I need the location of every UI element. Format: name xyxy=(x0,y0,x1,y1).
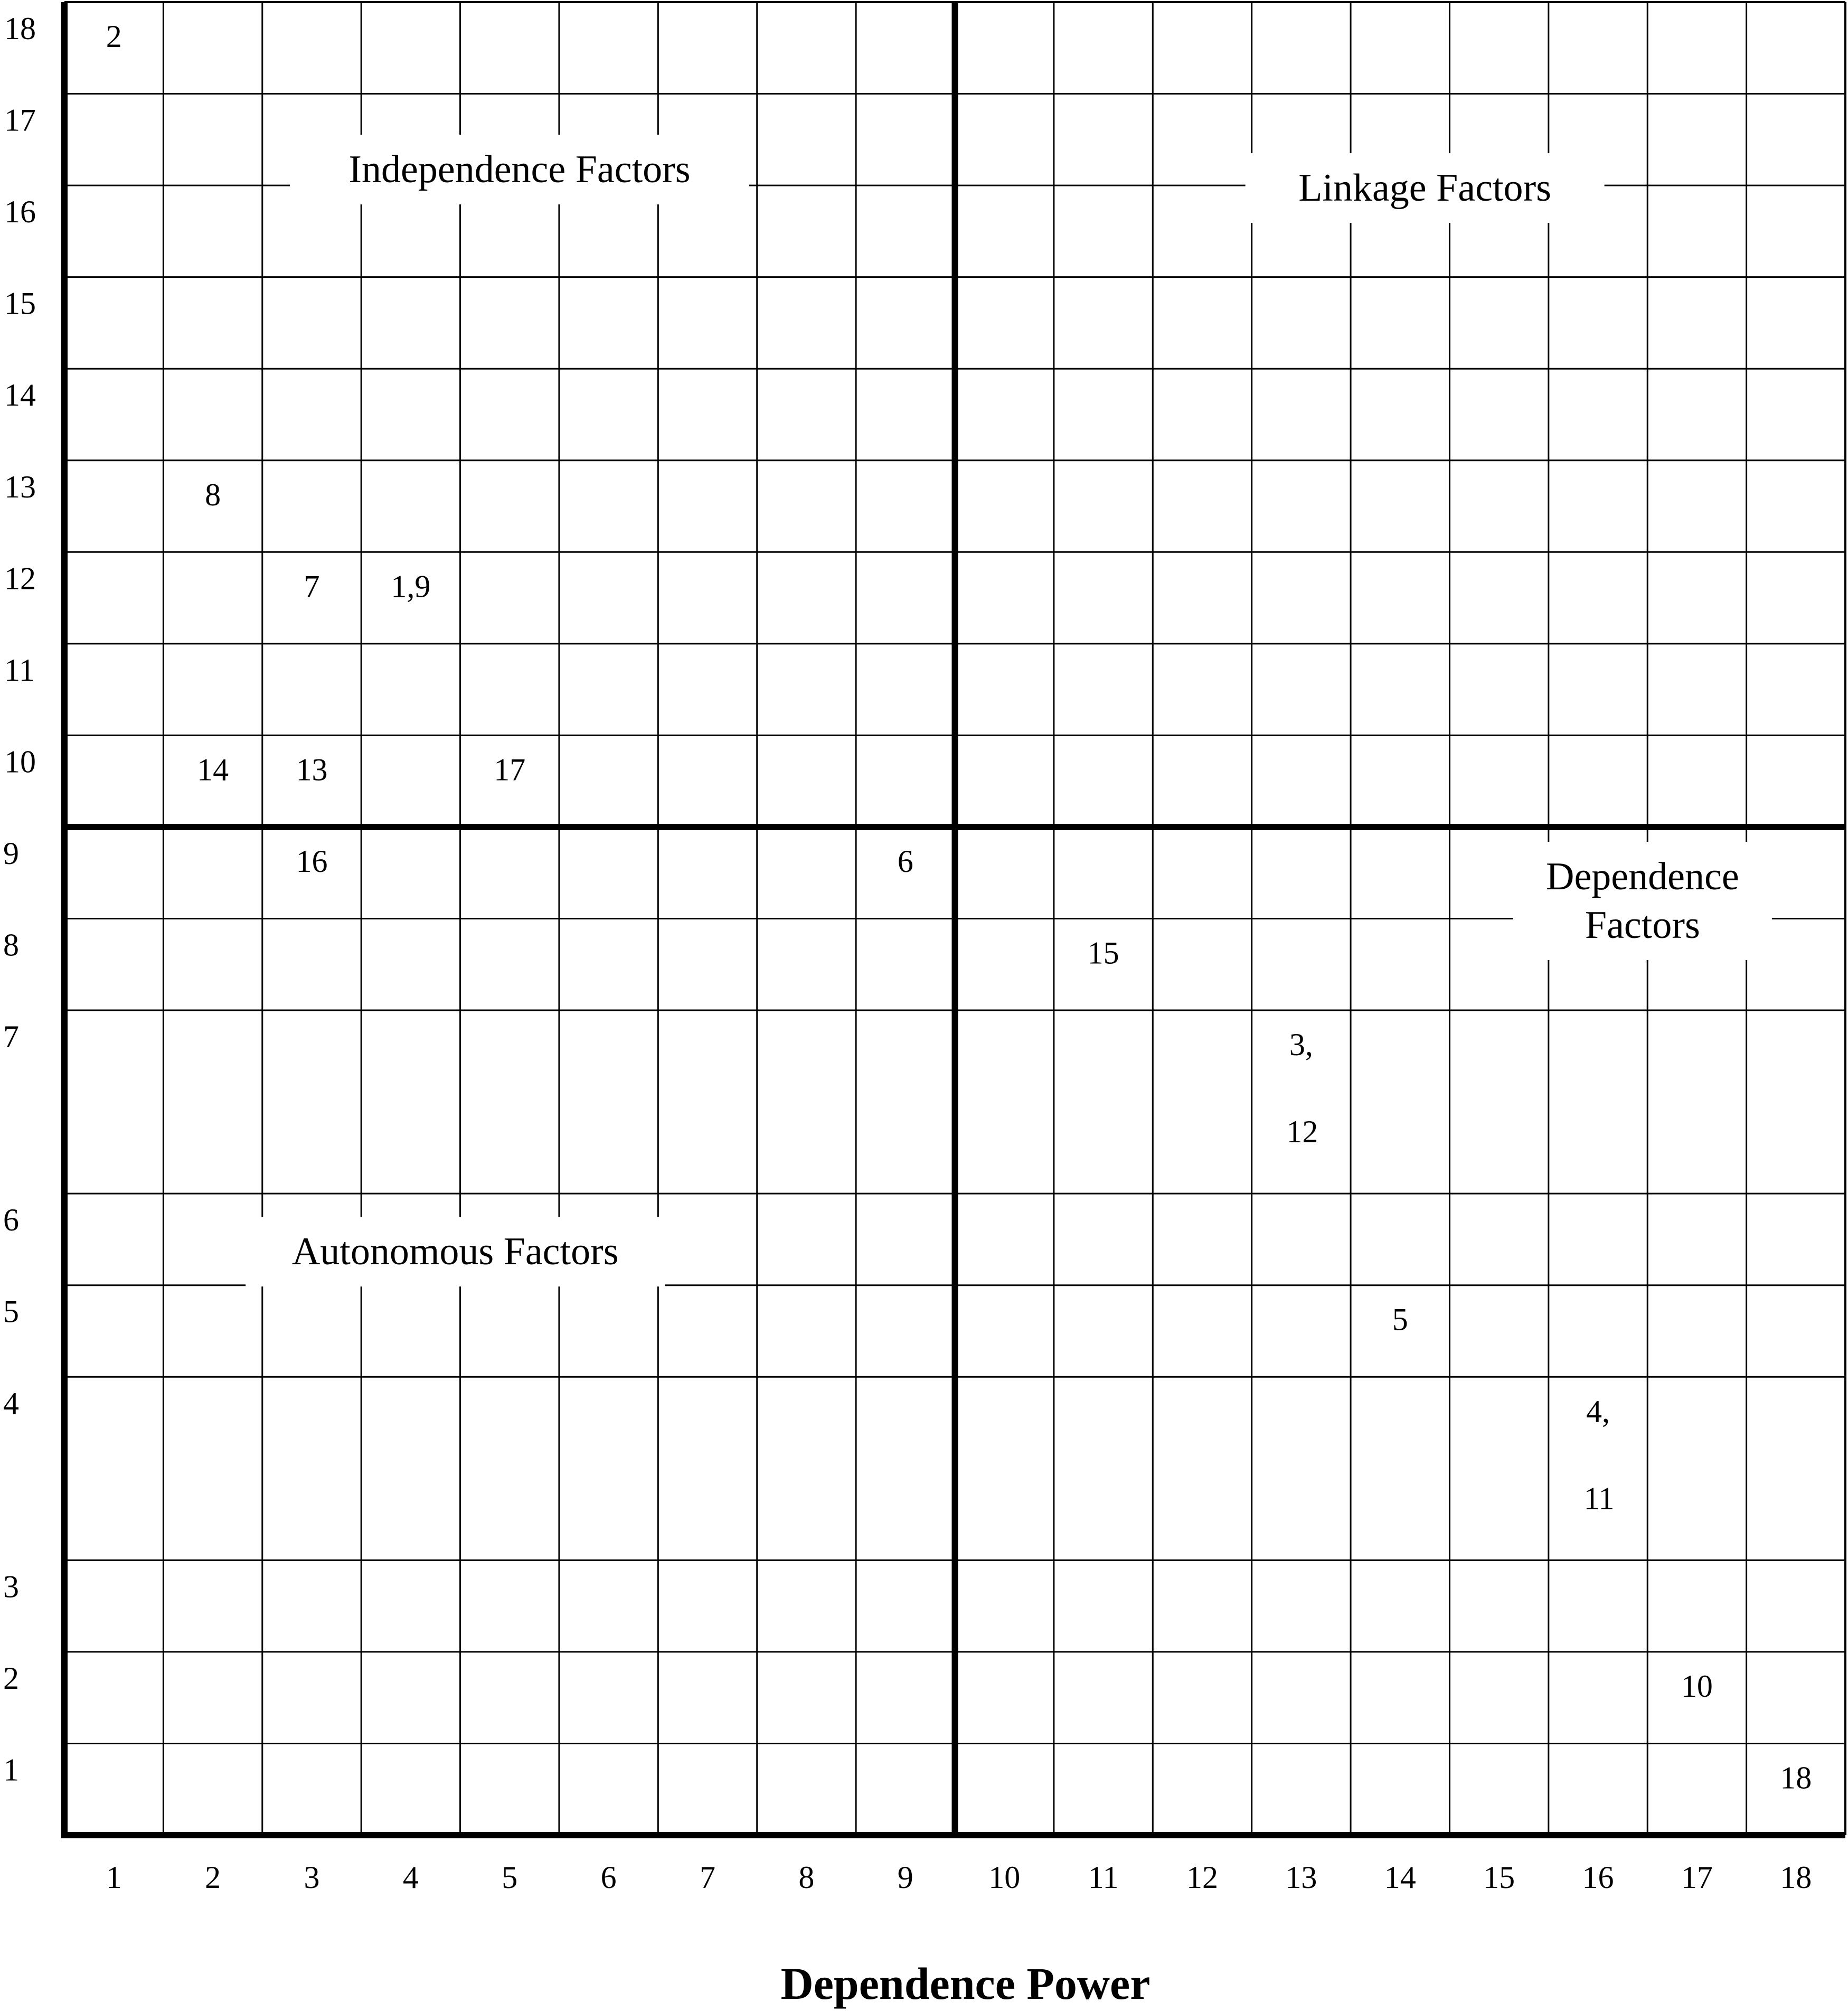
data-point-label-continued: 11 xyxy=(1583,1481,1615,1516)
data-point xyxy=(296,752,327,787)
data-point-label: 14 xyxy=(197,752,229,787)
x-tick-label: 16 xyxy=(1582,1860,1614,1895)
x-tick-label: 10 xyxy=(988,1860,1021,1895)
y-tick-label: 17 xyxy=(4,102,36,138)
data-point-label: 1,9 xyxy=(391,569,431,604)
x-axis-label: Dependence Power xyxy=(780,1958,1151,2009)
y-tick-label: 11 xyxy=(4,652,35,688)
y-tick-label: 1 xyxy=(3,1752,19,1788)
data-point-label: 3, xyxy=(1289,1027,1313,1063)
y-tick-label: 13 xyxy=(4,469,36,504)
data-point xyxy=(1088,936,1119,971)
data-point xyxy=(197,752,229,787)
quadrant-label-text: Linkage Factors xyxy=(1298,166,1551,210)
data-point xyxy=(1286,1027,1318,1149)
data-point-label: 8 xyxy=(205,477,221,512)
x-tick-label: 13 xyxy=(1285,1860,1317,1895)
data-point-label: 4, xyxy=(1586,1394,1610,1429)
y-tick-label: 9 xyxy=(3,835,19,871)
data-point xyxy=(205,477,221,512)
quadrant-label-text: Independence Factors xyxy=(348,148,691,192)
y-tick-label: 6 xyxy=(3,1202,19,1238)
y-tick-label: 15 xyxy=(4,286,36,321)
y-tick-label: 5 xyxy=(3,1294,19,1329)
data-point xyxy=(296,844,327,879)
x-tick-label: 11 xyxy=(1088,1860,1119,1895)
y-tick-label: 7 xyxy=(3,1019,19,1055)
quadrant-label-dependence-factors xyxy=(1513,842,1772,960)
x-tick-label: 4 xyxy=(402,1860,419,1895)
x-tick-label: 7 xyxy=(700,1860,716,1895)
data-point xyxy=(1392,1302,1408,1337)
data-point-label: 10 xyxy=(1681,1668,1713,1704)
x-tick-label: 17 xyxy=(1681,1860,1713,1895)
data-point xyxy=(898,844,913,879)
data-point xyxy=(1584,1394,1615,1516)
x-tick-labels xyxy=(106,1860,1812,1895)
quadrant-label-independence-factors xyxy=(290,135,749,204)
quadrant-label-autonomous-factors xyxy=(246,1217,665,1286)
y-tick-label: 2 xyxy=(3,1660,19,1696)
data-point-label: 17 xyxy=(494,752,526,787)
data-point-label: 5 xyxy=(1392,1302,1408,1337)
x-tick-label: 8 xyxy=(798,1860,815,1895)
quadrant-label-linkage-factors xyxy=(1246,153,1605,223)
y-tick-label: 3 xyxy=(3,1569,19,1604)
y-tick-label: 8 xyxy=(3,927,19,963)
y-tick-label: 14 xyxy=(4,378,36,413)
data-point xyxy=(304,569,319,604)
x-tick-label: 1 xyxy=(106,1860,122,1895)
data-point-label-continued: 12 xyxy=(1286,1114,1318,1150)
data-point-label: 16 xyxy=(296,843,328,879)
data-point-label: 6 xyxy=(897,843,913,879)
y-tick-label: 12 xyxy=(4,561,36,596)
y-tick-label: 18 xyxy=(4,11,36,46)
x-tick-label: 14 xyxy=(1384,1860,1416,1895)
quadrant-label-text: Dependence xyxy=(1546,854,1739,898)
quadrant-label-text: Factors xyxy=(1585,903,1700,947)
data-point xyxy=(391,569,430,604)
y-tick-labels xyxy=(3,11,36,1787)
data-point xyxy=(106,19,122,54)
y-tick-label: 4 xyxy=(3,1386,19,1421)
data-point xyxy=(1681,1669,1713,1704)
data-point-label: 15 xyxy=(1087,935,1119,971)
data-point-label: 13 xyxy=(296,752,328,787)
data-point xyxy=(494,752,525,787)
x-tick-label: 3 xyxy=(304,1860,320,1895)
data-point-label: 7 xyxy=(304,569,320,604)
quadrant-labels xyxy=(246,135,1772,1286)
y-tick-label: 16 xyxy=(4,194,36,230)
data-point xyxy=(1780,1760,1812,1795)
quadrant-label-text: Autonomous Factors xyxy=(291,1230,619,1274)
x-tick-label: 15 xyxy=(1483,1860,1515,1895)
y-tick-label: 10 xyxy=(4,744,36,779)
data-point-label: 2 xyxy=(106,19,122,54)
x-tick-label: 5 xyxy=(502,1860,518,1895)
data-point-label: 18 xyxy=(1780,1760,1812,1796)
x-tick-label: 6 xyxy=(600,1860,617,1895)
x-tick-label: 9 xyxy=(897,1860,913,1895)
x-tick-label: 12 xyxy=(1186,1860,1218,1895)
x-tick-label: 18 xyxy=(1780,1860,1812,1895)
x-tick-label: 2 xyxy=(205,1860,221,1895)
